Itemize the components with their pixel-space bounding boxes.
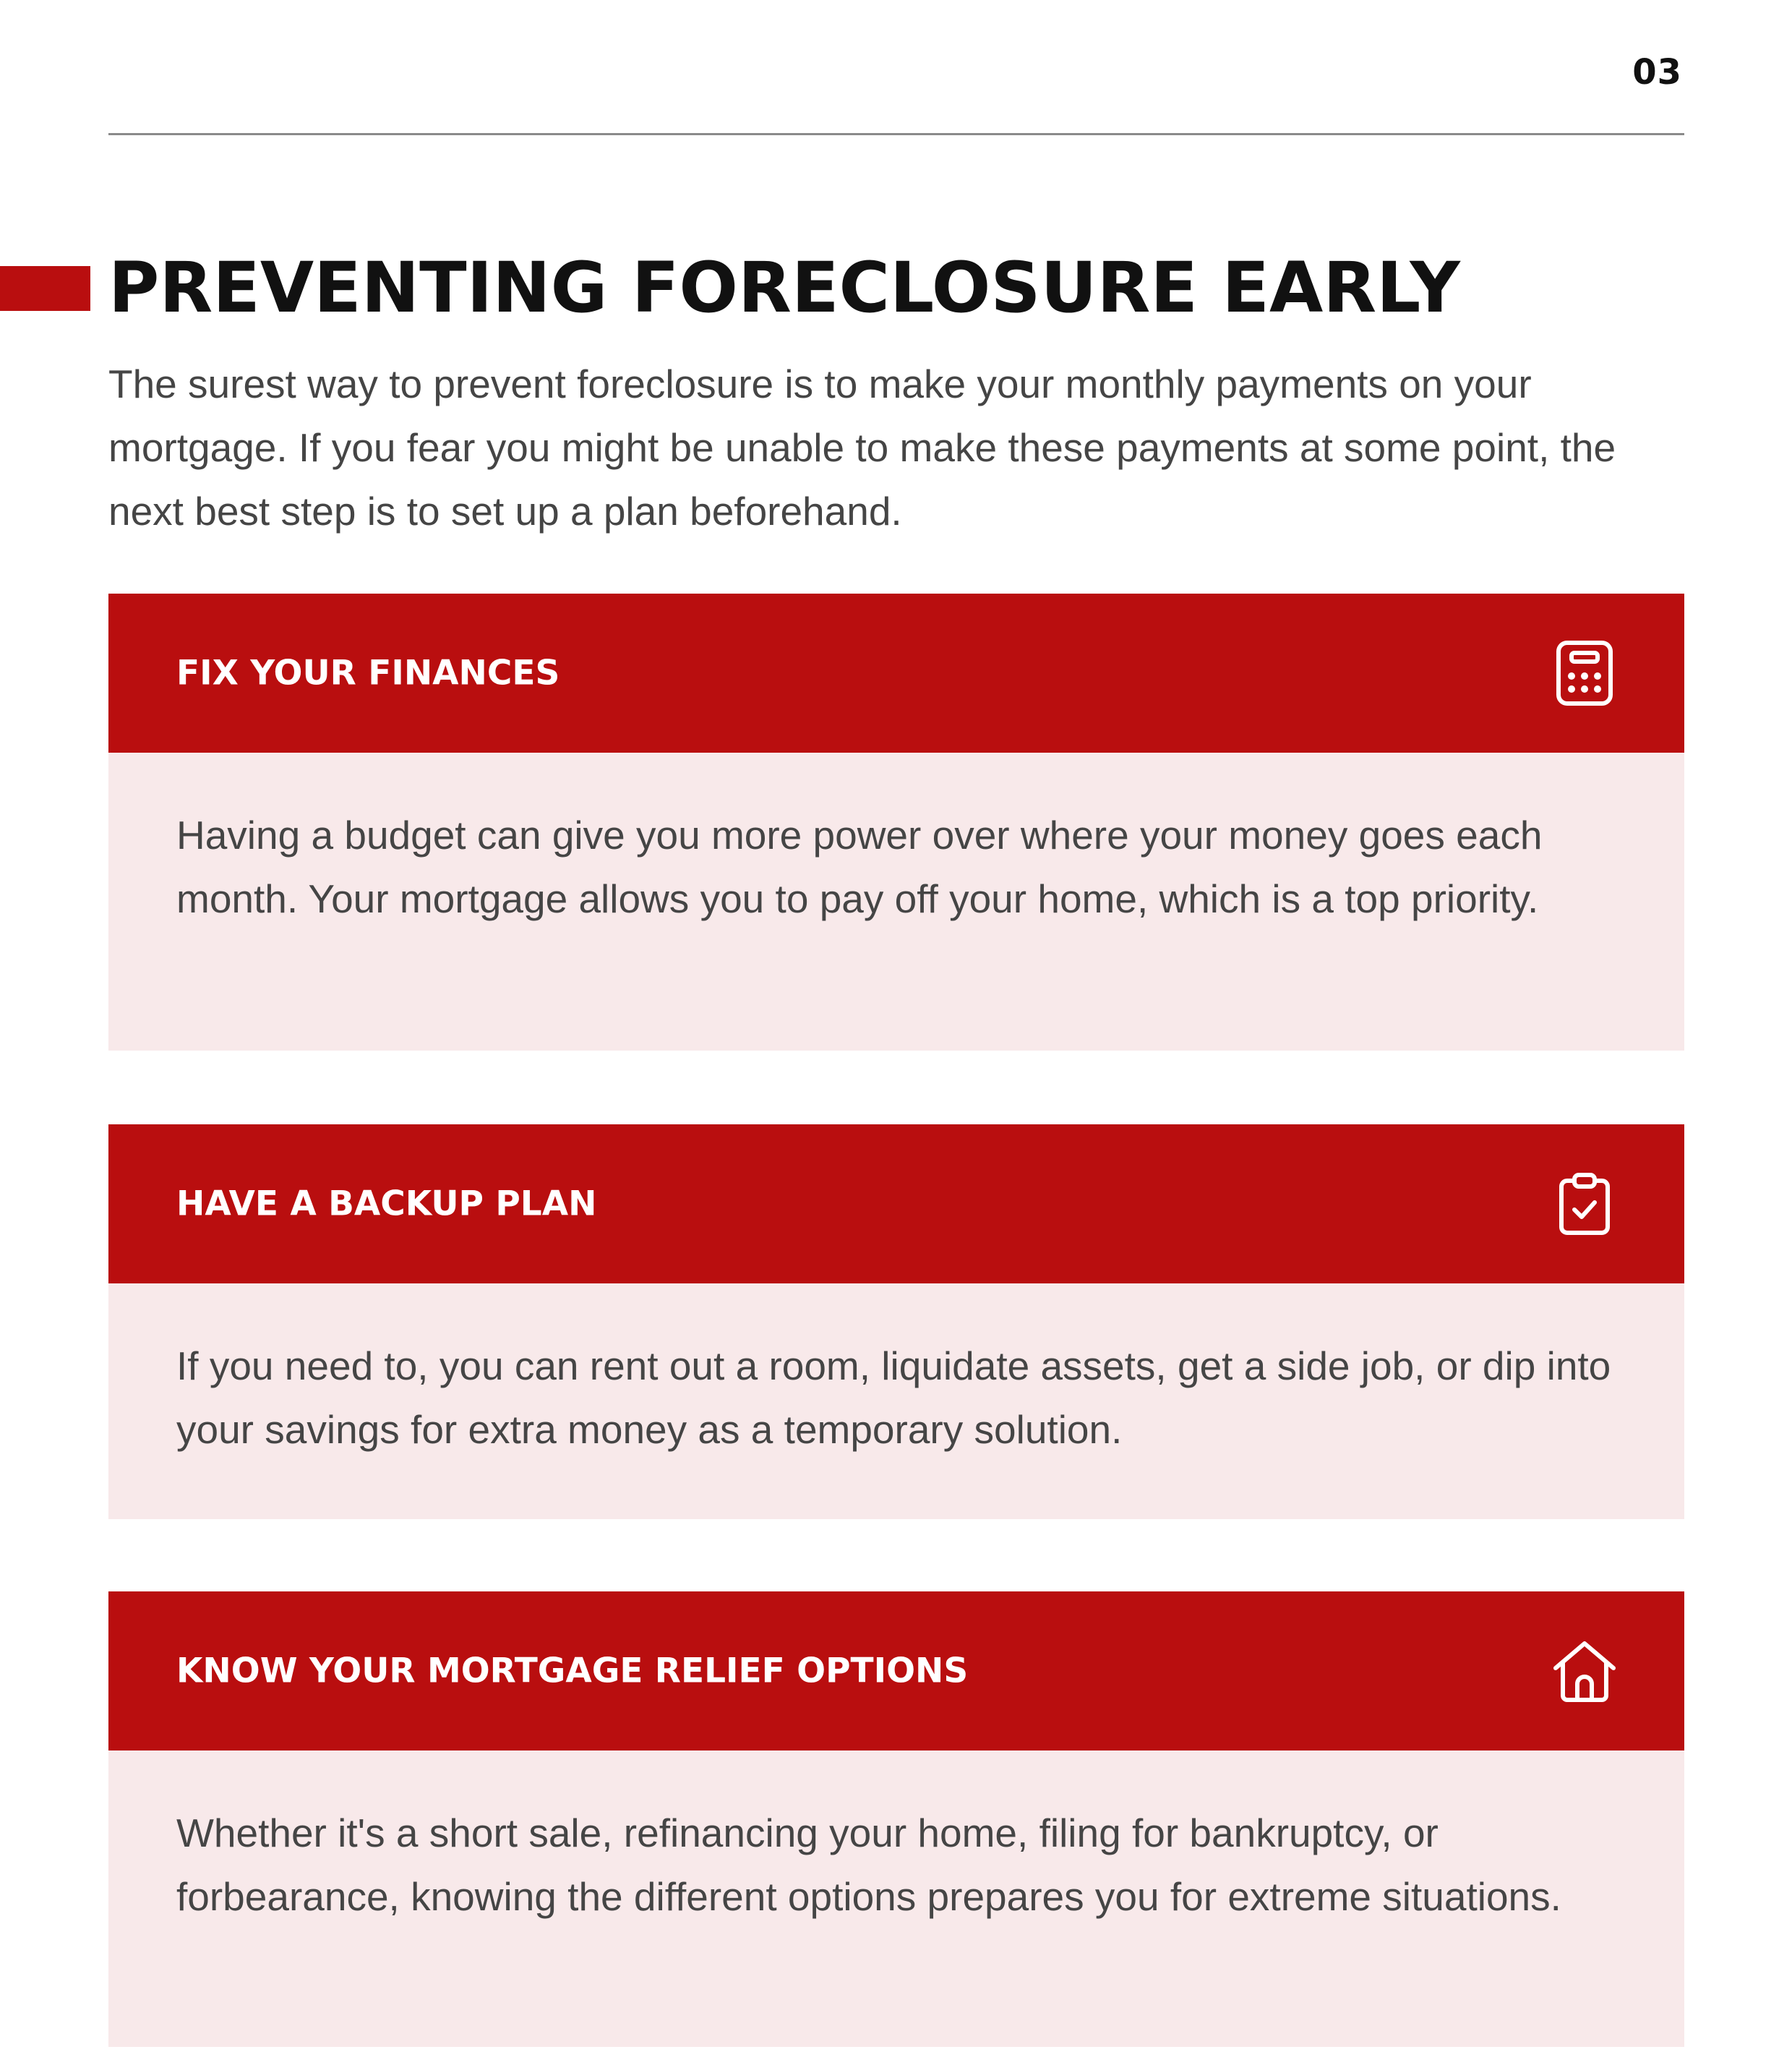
header-divider	[108, 133, 1684, 135]
card-title: FIX YOUR FINANCES	[176, 653, 560, 693]
card-title: HAVE A BACKUP PLAN	[176, 1184, 597, 1224]
page-number: 03	[1632, 52, 1682, 93]
card-fix-your-finances	[108, 594, 1684, 1051]
home-icon	[1550, 1636, 1619, 1706]
card-text: If you need to, you can rent out a room, liquidate assets, get a side job, or dip into your savings for extra money as a temporary solution.	[176, 1343, 1611, 1452]
page-title: PREVENTING FORECLOSURE EARLY	[108, 247, 1460, 328]
card-text: Whether it's a short sale, refinancing your home, filing for bankruptcy, or forbearance, knowing the different options prepares you for extreme situations.	[176, 1811, 1561, 1919]
intro-paragraph: The surest way to prevent foreclosure is to make your monthly payments on your mortgage. If you fear you might be unable to make these payments at some point, the next best step is to set up a plan beforehand.	[108, 362, 1616, 534]
card-header	[108, 594, 1684, 753]
card-header	[108, 1591, 1684, 1750]
card-have-a-backup-plan	[108, 1124, 1684, 1519]
card-title: KNOW YOUR MORTGAGE RELIEF OPTIONS	[176, 1651, 969, 1691]
card-know-your-mortgage-relief-options	[108, 1591, 1684, 2047]
calculator-icon	[1550, 638, 1619, 708]
card-header	[108, 1124, 1684, 1283]
card-text: Having a budget can give you more power over where your money goes each month. Your mortgage allows you to pay off your home, which is a top priority.	[176, 813, 1543, 921]
card-body	[108, 753, 1684, 1051]
title-accent-bar	[0, 266, 90, 311]
clipboard-check-icon	[1550, 1169, 1619, 1239]
card-body	[108, 1283, 1684, 1519]
card-body	[108, 1750, 1684, 2047]
